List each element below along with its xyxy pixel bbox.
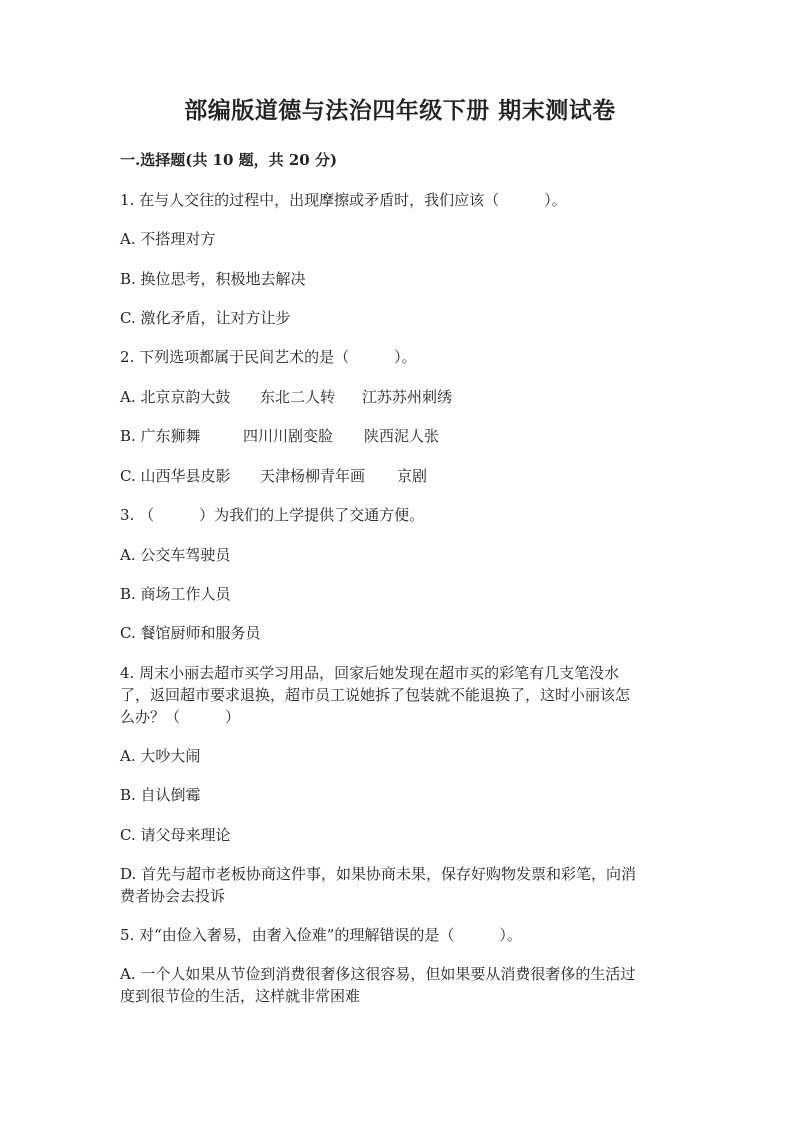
question-4-option-d-line-1[interactable]: D. 首先与超市老板协商这件事，如果协商未果，保存好购物发票和彩笔，向消 <box>120 865 637 883</box>
question-4-option-d-line-2[interactable]: 费者协会去投诉 <box>120 887 226 905</box>
question-4-stem-line-3: 么办？（ ） <box>120 708 241 726</box>
question-2-option-a[interactable] <box>120 386 680 408</box>
page-title: 部编版道德与法治四年级下册 期末测试卷 <box>184 97 616 124</box>
option-item: A. 北京京韵大鼓 <box>120 388 231 406</box>
question-3-option-c[interactable]: C. 餐馆厨师和服务员 <box>120 624 261 642</box>
question-5-option-a-line-1[interactable]: A. 一个人如果从节俭到消费很奢侈这很容易，但如果要从消费很奢侈的生活过 <box>120 965 636 983</box>
question-5-option-a-line-2[interactable]: 度到很节俭的生活，这样就非常困难 <box>120 987 361 1005</box>
question-1-option-b[interactable]: B. 换位思考，积极地去解决 <box>120 270 306 288</box>
option-item: C. 山西华县皮影 <box>120 467 231 485</box>
option-item: 东北二人转 <box>260 388 336 406</box>
question-5-stem: 5. 对“由俭入奢易，由奢入俭难”的理解错误的是（ ）。 <box>120 926 522 944</box>
question-1-option-a[interactable]: A. 不搭理对方 <box>120 230 216 248</box>
question-3-option-a[interactable]: A. 公交车驾驶员 <box>120 546 231 564</box>
question-3-option-b[interactable]: B. 商场工作人员 <box>120 585 231 603</box>
section-heading: 一.选择题(共 10 题，共 20 分) <box>120 151 338 169</box>
question-3-stem: 3. （ ）为我们的上学提供了交通方便。 <box>120 506 425 524</box>
option-item: B. 广东狮舞 <box>120 427 201 445</box>
question-4-option-a[interactable]: A. 大吵大闹 <box>120 747 201 765</box>
question-4-option-c[interactable]: C. 请父母来理论 <box>120 826 231 844</box>
question-1-stem: 1. 在与人交往的过程中，出现摩擦或矛盾时，我们应该（ ）。 <box>120 191 567 209</box>
option-item: 陕西泥人张 <box>364 427 440 445</box>
question-4-option-b[interactable]: B. 自认倒霉 <box>120 786 201 804</box>
question-2-stem: 2. 下列选项都属于民间艺术的是（ ）。 <box>120 348 417 366</box>
option-item: 京剧 <box>397 467 428 485</box>
option-item: 天津杨柳青年画 <box>260 467 366 485</box>
question-4-stem-line-2: 了，返回超市要求退换，超市员工说她拆了包装就不能退换了，这时小丽该怎 <box>120 686 631 704</box>
option-item: 江苏苏州刺绣 <box>362 388 453 406</box>
question-4-stem-line-1: 4. 周末小丽去超市买学习用品，回家后她发现在超市买的彩笔有几支笔没水 <box>120 664 620 682</box>
question-1-option-c[interactable]: C. 激化矛盾，让对方让步 <box>120 309 291 327</box>
option-item: 四川川剧变脸 <box>243 427 334 445</box>
question-2-option-b[interactable] <box>120 425 680 447</box>
question-2-option-c[interactable] <box>120 465 680 487</box>
